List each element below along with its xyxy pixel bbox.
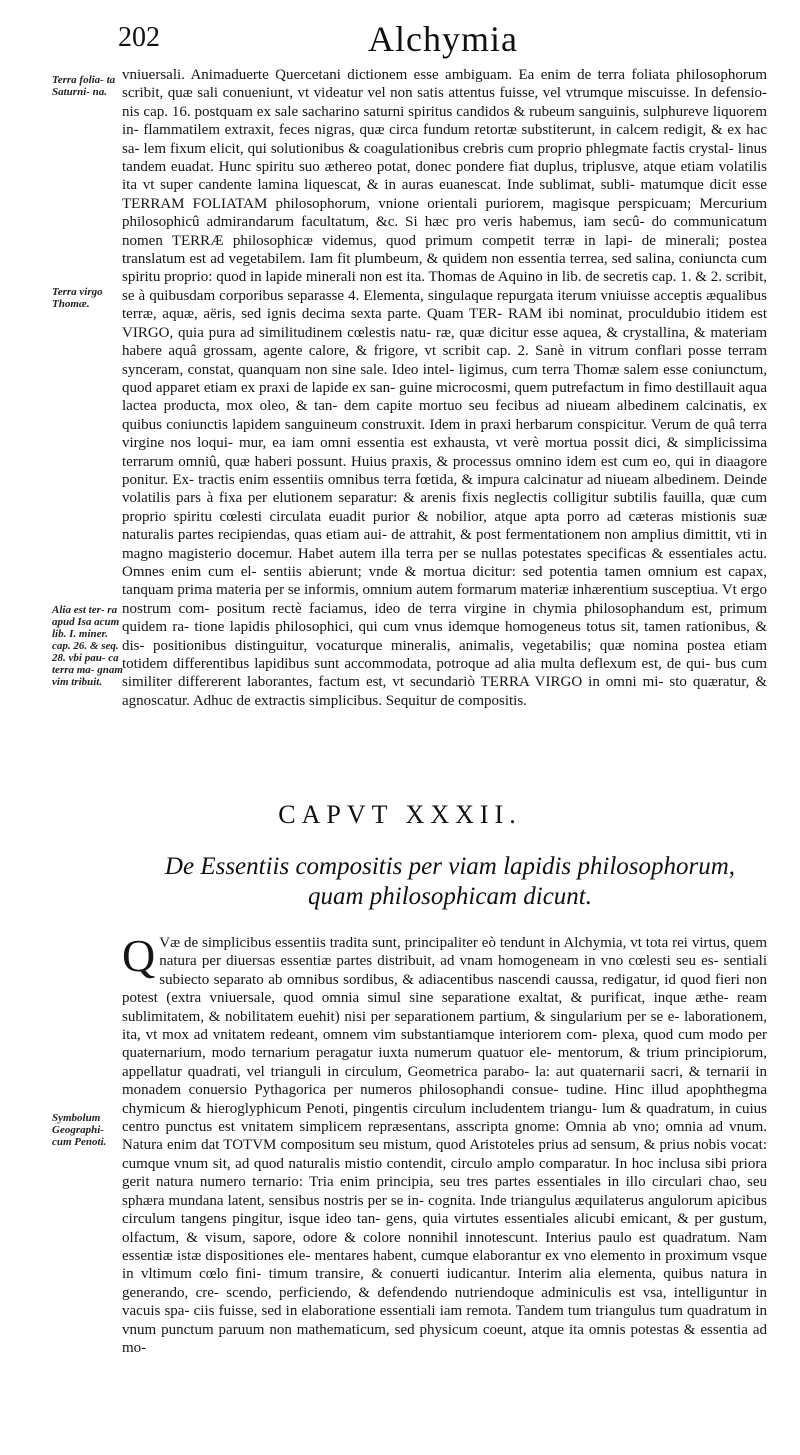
margin-note-terra-foliata: Terra folia- ta Saturni- na. <box>52 74 116 98</box>
margin-note-isaacus: Alia est ter- ra apud Isa acum lib. I. miner. cap. 26. & seq. 28. vbi pau- ca terra ma- gnam vim tribuit. <box>52 604 123 688</box>
chapter-heading: CAPVT XXXII. <box>278 800 522 829</box>
running-title: Alchymia <box>368 19 518 59</box>
body-paragraph-2 <box>122 934 767 1454</box>
page-header <box>0 18 800 58</box>
drop-cap: Q <box>122 934 156 981</box>
margin-note-symbolum: Symbolum Geographi- cum Penoti. <box>52 1112 107 1148</box>
page-number: 202 <box>118 22 160 53</box>
body-paragraph-2-text: Væ de simplicibus essentiis tradita sunt, principaliter eò tendunt in Alchymia, vt tota rei virtus, quem natura per diuersas essentiæ partes distribuit, ad vnam homogeneam in vno cœlesti seu es- sentiali subiecto separato ab omnibus sordibus, & adiacentibus nascendi caussa, redigatur, id quod fieri non potest (extra vniuersale, quod omnia simul sine separatione exaltat, & purificat, inque æthe- ream sublimitatem, & nobilitatem euehit) nisi per separationem partium, & singularium per se e- laborationem, ita, vt mox ad vnitatem redeant, omnem vim substantiamque interiorem com- plexa, quod cum modo per quaternarium, modo ternarium peragatur iuxta numerum quatuor ele- mentorum, & trium principiorum, appellatur quadrati, vel trianguli in circulum, Geometrica parabo- la: aut quaternarii sacri, & ternarii in monadem conuersio Pythagorica per numeros philosophandi consue- tudine. Hinc illud apophthegma chymicum & hieroglyphicum Penoti, pingentis circulum includentem triangu- lum & quadratum, in cuius centro punctus est vnitatem simplicem repræsentans, asscripta gnome: Omnia ab vno; omnia ad vnum. Natura enim dat TOTVM compositum seu mistum, quod Aristoteles prius ad sensum, & prius nobis vocat: cumque vnum sit, ad quod naturalis mistio contendit, circulo amplo comparatur. In hoc inclusa sibi priora gerit natura numero ternario: Tria enim principia, seu tres partes essentiales in illo circulari chao, seu sphæra mundana latent, sensibus nostris per se in- cognita. Inde triangulus æquilaterus angulorum apicibus circulum tangens pingitur, isque ideo tan- gens, quia virtutes essentiales alicubi emicant, & per gustum, olfactum, & visum, sapore, odore & colore nonnihil innotescunt. Interius paulo est quadratum. Nam essentiæ istæ dispositiones ele- mentares habent, cumque elaborantur ex vno elemento in proximum vsque in vltimum cœlo fini- timum transire, & conuerti iudicantur. Interim alia elementa, quibus natura in generando, cre- scendo, perficiendo, & defendendo nutriendoque adminiculis est vsa, intelliguntur in vacuis spa- ciis fuisse, sed in elaboratione essentiali iam remota. Tandem tum triangulus tum quadratum in vnum punctum paruum non mathematicum, sed physicum coeunt, atque ita omnis potestas & essentia ad mo- <box>122 935 767 1356</box>
body-paragraph-1: vniuersali. Animaduerte Quercetani dictionem esse ambiguam. Ea enim de terra foliata philosophorum scribit, quæ sali conueniunt, vt videatur vel non satis attentus fuisse, vel vtrumque miscuisse. In defensio- nis cap. 16. postquam ex sale sacharino saturni spiritus candidos & rubeum sanguinis, sulphureve liquorem in- flammatilem extraxit, feces nigras, quæ circa fundum retortæ substiterunt, in calcem redigit, & ex hac sa- lem fixum elicit, qui solutionibus & coagulationibus crebris cum proprio phlegmate factis crystal- linus tandem euadat. Hunc spiritu suo æthereo potat, donec pondere fiat duplus, triplusve, atque etiam volatilis ita vt super candente lamina liquescat, & in auras euanescat. Inde sublimat, subli- matumque dicit esse TERRAM FOLIATAM philosophorum, vnione orientali puriorem, magisque perspicuam; Mercurium philosophicû admirandarum facultatum, &c. Si hæc pro veris habemus, iam secû- do communicatum nomen TERRÆ philosophicæ videmus, quod primum competit terræ in lapi- de minerali; postea translatum est ad vegetabilem. Iam fit plumbeum, & quidem non essentia terrea, sed salina, coniuncta cum spiritu proprio: quod in lapide minerali non est ita. Thomas de Aquino in lib. de secretis cap. 1. & 2. scribit, se à quibusdam corporibus separasse 4. Elementa, singulaque repurgata iterum vniuisse acceptis æqualibus terræ, aquæ, aëris, sed ignis decima sexta parte. Quam TER- RAM ibi nominat, proculdubio itidem est VIRGO, quia pura ad similitudinem cœlestis natu- ræ, quæ dicitur esse aquea, & crystallina, & materiam habere aquâ grossam, agente calore, & frigore, vt scribit cap. 2. Sanè in vitrum conflari posse terram synceram, constat, quanquam non sine sale. Ideo intel- ligimus, cum terra Thomæ salem esse coniunctum, quod apparet etiam ex praxi de lapide ex san- guine microcosmi, quem putrefactum in fimo destillauit aqua lactea producta, mox oleo, & tan- dem capite mortuo seu fecibus ad niueam albedinem calcinatis, ex quibus coniunctis lapidem sanguineum construxit. Idem in praxi herbarum conspicitur. Verum de quâ terra virgine nos loqui- mur, ea iam omni essentia est exhausta, vt verè mortua possit dici, & simplicissima terrarum omniû, quæ haberi possunt. Huius praxis, & processus omnino idem est cum eo, qui in diaagore ponitur. Ex- tractis enim essentiis omnibus terra fœtida, & impura calcinatur ad niueam albedinem. Deinde volatilis pars à fixa per elutionem separatur: & arenis fixis neglectis colligitur subtilis fauilla, quæ cum proprio spiritu cœlesti circulata euadit purior & nobilior, atque apta porro ad cæteras mistionis suæ naturalis partes recipiendas, quas etiam aui- de attrahit, & post fermentationem non amplius dimittit, vti in magno magisterio docemur. Habet autem illa terra per se nullas potestates specificas & essentiales actu. Omnes enim cum el- sentiis abierunt; vnde & mortua dicitur: sed potentia tamen omnium est capax, tanquam prima materia per se informis, omnium autem formarum materiæ inhærentium susceptiua. Vt ergo nostrum com- positum rectè faciamus, ideo de terra virgine in chymia philosophandum est, primum quidem ra- tione lapidis philosophici, qui cum vnus idemque homogeneus totus sit, tamen rationibus, & dis- positionibus distinguitur, vocaturque mineralis, animalis, vegetabilis; quæ nomina postea etiam totidem differentibus lapidibus sunt accommodata, potroque ad alia multa deflexum est, de qui- bus cum similiter differerent laborantes, factum est, vt secundariò TERRA VIRGO in omni mi- sto quæratur, & agnoscatur. Adhuc de extractis simplicibus. Sequitur de compositis. <box>122 67 767 709</box>
chapter-subtitle: De Essentiis compositis per viam lapidis philosophorum, quam philosophicam dicunt. <box>164 853 736 910</box>
margin-note-terra-virgo: Terra virgo Thomæ. <box>52 286 103 310</box>
